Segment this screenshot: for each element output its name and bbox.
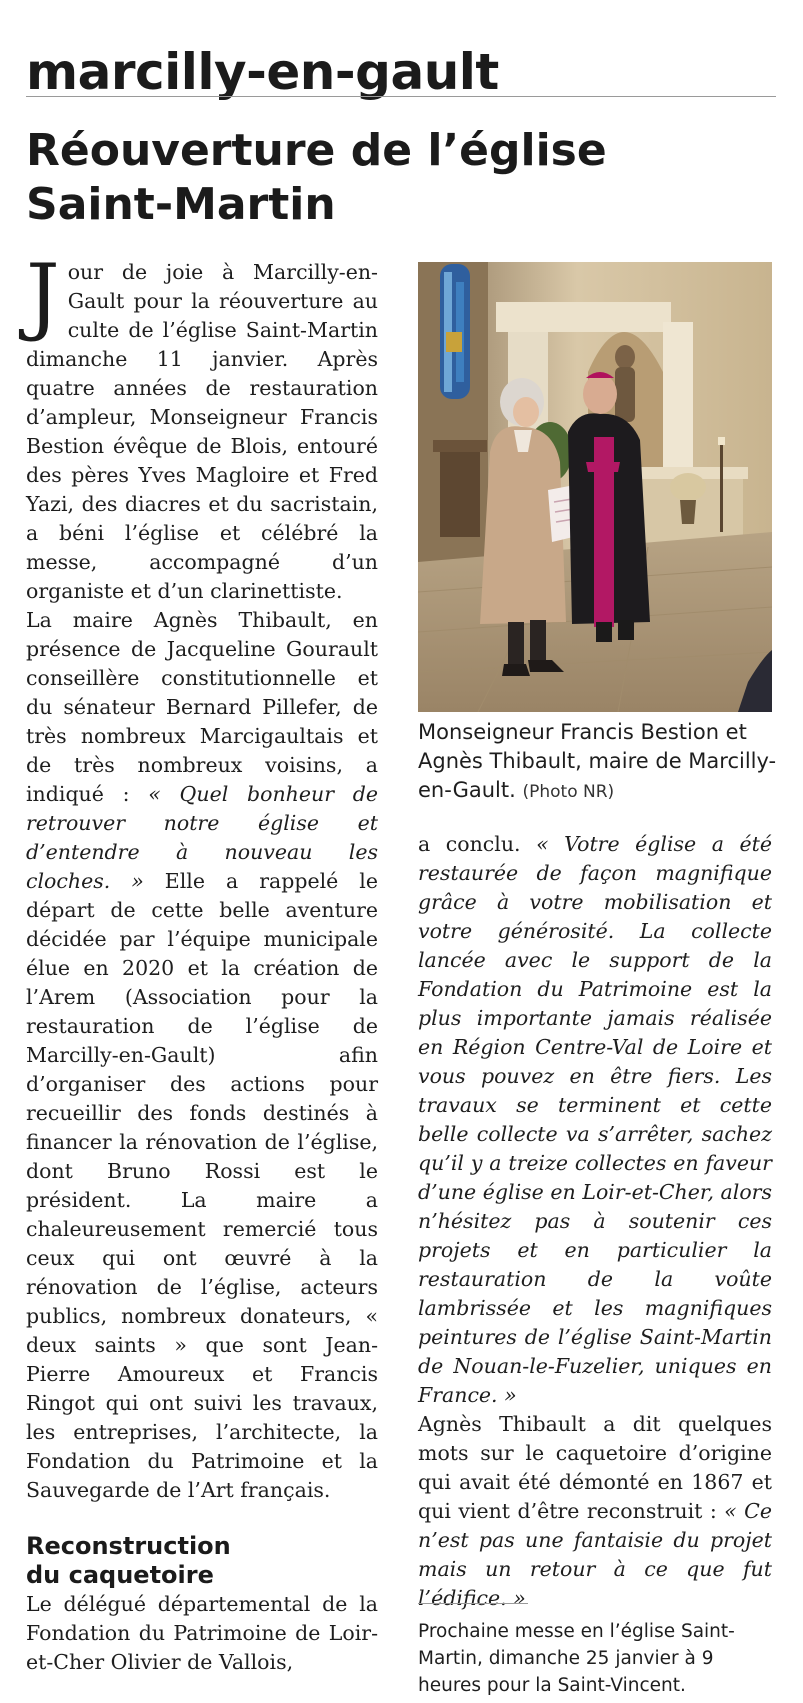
photo-caption — [418, 718, 778, 807]
photo-credit: (Photo NR) — [522, 782, 615, 802]
article-right-column — [418, 830, 772, 1613]
paragraph-4-quote: « Votre église a été restaurée de façon magnifique grâce à votre mobilisation et votre générosité. La collecte lancée avec le support de la Fondation du Patrimoine est la plus importante jamais réalisée en Région Centre-Val de Loire et vous pouvez en être fiers. Les travaux se terminent et cette belle collecte va s’arrêter, sachez qu’il y a treize collectes en faveur d’une église en Loir-et-Cher, alors n’hésitez pas à soutenir ces projets et en particulier la restauration de la voûte lambrissée et les magnifiques peintures de l’église Saint-Martin de Nouan-le-Fuzelier, uniques en France. » — [418, 832, 772, 1407]
subhead-line-2: du caquetoire — [26, 1561, 214, 1589]
paragraph-2-end: Elle a rappelé le départ de cette belle aventure décidée par l’équipe municipale élue en 2020 et la création de l’Arem (Association pour la restauration de l’église de Marcilly-en-Gault) afin d’organiser des actions pour recueillir des fonds destinés à financer la rénovation de l’église, dont Bruno Rossi est le président. La maire a chaleureusement remercié tous ceux qui ont œuvré à la rénovation de l’église, acteurs publics, nombreux donateurs, « deux saints » que sont Jean-Pierre Amoureux et Francis Ringot qui ont suivi les travaux, les entreprises, l’architecte, la Fondation du Patrimoine et la Sauvegarde de l’Art français. — [26, 869, 378, 1502]
article-paragraph-2 — [26, 606, 378, 1505]
article-subhead — [26, 1532, 378, 1590]
article-paragraph-3: Le délégué départemental de la Fondation du Patrimoine de Loir-et-Cher Olivier de Vallois, — [26, 1592, 378, 1674]
paragraph-2-quote: « Quel bonheur de retrouver notre église et d’entendre à nouveau les cloches. » — [26, 782, 378, 893]
article-left-column — [26, 246, 378, 1677]
caption-text: Monseigneur Francis Bestion et Agnès Thibault, maire de Marcilly-en-Gault. — [418, 720, 777, 802]
drop-cap: J — [26, 246, 60, 344]
note-rule — [418, 1603, 528, 1604]
article-headline — [26, 124, 776, 232]
headline-line-1: Réouverture de l’église — [26, 125, 607, 176]
paragraph-5-quote: « Ce n’est pas une fantaisie du projet mais un retour à ce que fut l’édifice. » — [418, 1499, 772, 1610]
section-town-title: marcilly-en-gault — [26, 43, 499, 101]
headline-line-2: Saint-Martin — [26, 179, 336, 230]
subhead-line-1: Reconstruction — [26, 1532, 231, 1560]
church-interior-photo — [418, 262, 772, 712]
paragraph-4-start: a conclu. — [418, 832, 537, 856]
section-rule — [26, 96, 776, 97]
article-paragraph-4 — [418, 830, 772, 1410]
next-mass-note: Prochaine messe en l’église Saint-Martin, dimanche 25 janvier à 9 heures pour la Saint-Vincent. — [418, 1621, 735, 1696]
paragraph-5-start: Agnès Thibault a dit quelques mots sur le caquetoire d’origine qui avait été démonté en 1867 et qui vient d’être reconstruit : — [418, 1412, 772, 1523]
article-paragraph-5 — [418, 1410, 772, 1613]
paragraph-2-start: La maire Agnès Thibault, en présence de Jacqueline Gourault conseillère constitutionnelle et du sénateur Bernard Pillefer, de très nombreux Marcigaultais et de très nombreux voisins, a indiqué : — [26, 608, 378, 806]
article-paragraph-1 — [26, 246, 378, 606]
paragraph-1-text: our de joie à Marcilly-en-Gault pour la réouverture au culte de l’église Saint-Martin dimanche 11 janvier. Après quatre années de restauration d’ampleur, Monseigneur Francis Bestion évêque de Blois, entouré des pères Yves Magloire et Fred Yazi, des diacres et du sacristain, a béni l’église et célébré la messe, accompagné d’un organiste et d’un clarinettiste. — [26, 260, 378, 603]
article-photo — [418, 262, 772, 712]
